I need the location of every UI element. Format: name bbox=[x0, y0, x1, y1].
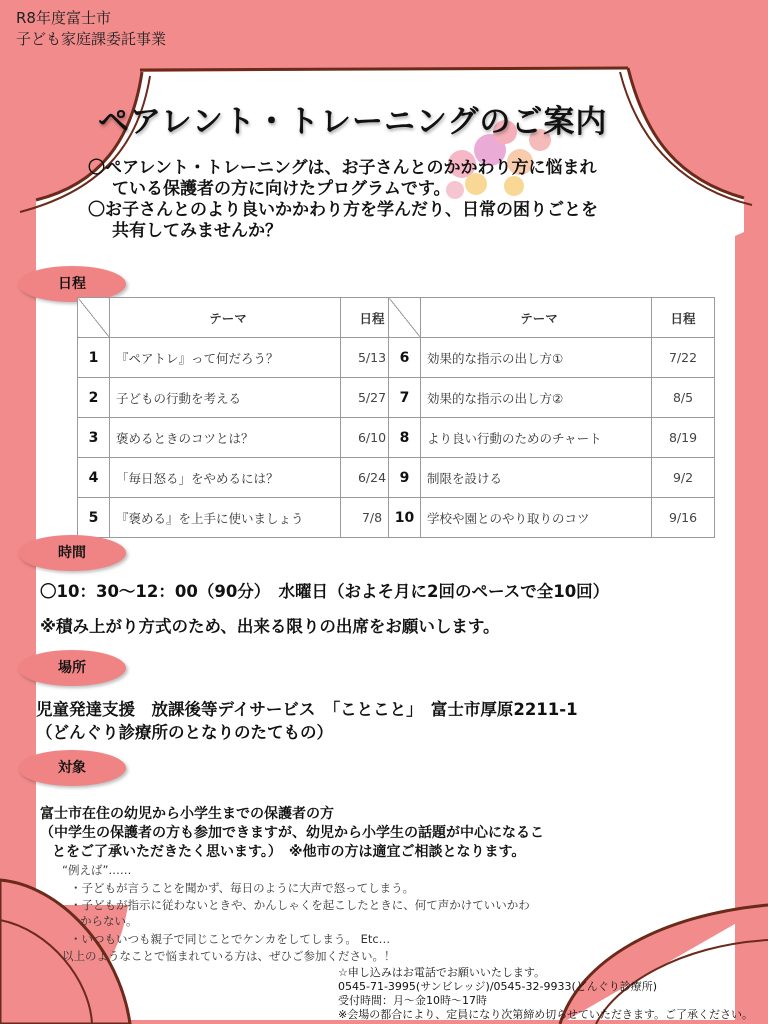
organizer-department: 子ども家庭課委託事業 bbox=[16, 30, 167, 48]
schedule-table-right bbox=[388, 297, 715, 538]
session-date: 5/27 bbox=[341, 378, 404, 418]
organizer-year: R8年度富士市 bbox=[16, 9, 111, 27]
section-tag-place: 場所 bbox=[18, 650, 126, 686]
session-date: 5/13 bbox=[341, 338, 404, 378]
session-date: 8/5 bbox=[652, 378, 715, 418]
session-theme: 子どもの行動を考える bbox=[110, 378, 341, 418]
session-date: 6/10 bbox=[341, 418, 404, 458]
theme-header: テーマ bbox=[110, 298, 341, 338]
session-number: 2 bbox=[78, 378, 110, 418]
table-row bbox=[389, 378, 715, 418]
contact-phone: 0545-71-3995(サンビレッジ)/0545-32-9933(どんぐり診療所) bbox=[338, 980, 658, 993]
contact-info bbox=[338, 966, 753, 1022]
table-row bbox=[78, 338, 404, 378]
session-number: 10 bbox=[389, 498, 421, 538]
example-item: からない。 bbox=[80, 914, 138, 928]
session-number: 3 bbox=[78, 418, 110, 458]
table-row bbox=[78, 458, 404, 498]
example-item: ・子どもが言うことを聞かず、毎日のように大声で怒ってしまう。 bbox=[70, 881, 415, 895]
table-row bbox=[389, 458, 715, 498]
table-row bbox=[389, 498, 715, 538]
session-theme: 『ペアトレ』って何だろう？ bbox=[110, 338, 341, 378]
session-date: 8/19 bbox=[652, 418, 715, 458]
session-date: 9/16 bbox=[652, 498, 715, 538]
session-date: 7/22 bbox=[652, 338, 715, 378]
example-item: ・子どもが指示に従わないときや、かんしゃくを起こしたときに、何て声かけていいかわ bbox=[70, 898, 530, 912]
intro-line: 〇お子さんとのより良いかかわり方を学んだり、日常の困りごとを bbox=[88, 200, 598, 220]
place-note: （どんぐり診療所のとなりのたてもの） bbox=[36, 723, 333, 742]
contact-line: ☆申し込みはお電話でお願いいたします。 bbox=[338, 966, 545, 979]
schedule-table-left bbox=[77, 297, 404, 538]
table-row bbox=[78, 418, 404, 458]
time-detail: 〇10：30～12：00（90分） 水曜日（およそ月に2回のペースで全10回） bbox=[40, 582, 610, 601]
date-header: 日程 bbox=[652, 298, 715, 338]
time-note: ※積み上がり方式のため、出来る限りの出席をお願いします。 bbox=[40, 617, 500, 636]
table-row bbox=[389, 418, 715, 458]
session-number: 7 bbox=[389, 378, 421, 418]
page-title: ペアレント・トレーニングのご案内 bbox=[98, 104, 608, 140]
session-date: 9/2 bbox=[652, 458, 715, 498]
contact-hours: 受付時間：月～金10時～17時 bbox=[338, 994, 487, 1007]
theme-header: テーマ bbox=[421, 298, 652, 338]
table-header-row bbox=[389, 298, 715, 338]
table-row bbox=[389, 338, 715, 378]
session-theme: 効果的な指示の出し方① bbox=[421, 338, 652, 378]
contact-note: ※会場の都合により、定員になり次第締め切らせていただきます。ご了承ください。 bbox=[338, 1008, 754, 1021]
example-item: ・いつもいつも親子で同じことでケンカをしてしまう。 Etc… bbox=[70, 932, 391, 946]
session-theme: より良い行動のためのチャート bbox=[421, 418, 652, 458]
session-theme: 制限を設ける bbox=[421, 458, 652, 498]
session-number: 9 bbox=[389, 458, 421, 498]
intro-text bbox=[88, 158, 688, 242]
closing-text: 以上のようなことで悩まれている方は、ぜひご参加ください。！ bbox=[62, 949, 396, 963]
table-header-row bbox=[78, 298, 404, 338]
session-theme: 学校や園とのやり取りのコツ bbox=[421, 498, 652, 538]
session-theme: 「毎日怒る」をやめるには？ bbox=[110, 458, 341, 498]
target-note: （中学生の保護者の方も参加できますが、幼児から小学生の話題が中心になるこ bbox=[40, 825, 544, 841]
session-number: 6 bbox=[389, 338, 421, 378]
section-tag-schedule: 日程 bbox=[18, 266, 126, 302]
intro-line: ている保護者の方に向けたプログラムです。 bbox=[112, 179, 451, 199]
target-main: 富士市在住の幼児から小学生までの保護者の方 bbox=[40, 806, 334, 822]
session-date: 7/8 bbox=[341, 498, 404, 538]
session-theme: 効果的な指示の出し方② bbox=[421, 378, 652, 418]
session-theme: 『褒める』を上手に使いましょう bbox=[110, 498, 341, 538]
intro-line: 共有してみませんか？ bbox=[112, 221, 282, 241]
section-tag-time: 時間 bbox=[18, 535, 126, 571]
session-number: 8 bbox=[389, 418, 421, 458]
session-number: 5 bbox=[78, 498, 110, 538]
date-header: 日程 bbox=[341, 298, 404, 338]
session-number: 4 bbox=[78, 458, 110, 498]
table-corner-cell bbox=[389, 298, 421, 338]
table-row bbox=[78, 378, 404, 418]
intro-line: 〇ペアレント・トレーニングは、お子さんとのかかわり方に悩まれ bbox=[88, 158, 597, 178]
session-date: 6/24 bbox=[341, 458, 404, 498]
session-number: 1 bbox=[78, 338, 110, 378]
organizer bbox=[16, 8, 166, 50]
place-name: 児童発達支援 放課後等デイサービス 「ことこと」 富士市厚原2211-1 bbox=[36, 700, 578, 719]
target-note: とをご了承いただきたく思います。） ※他市の方は適宜ご相談となります。 bbox=[52, 844, 526, 860]
table-corner-cell bbox=[78, 298, 110, 338]
examples-heading: “例えば”…… bbox=[62, 863, 132, 877]
section-tag-target: 対象 bbox=[18, 750, 126, 786]
session-theme: 褒めるときのコツとは？ bbox=[110, 418, 341, 458]
table-row bbox=[78, 498, 404, 538]
